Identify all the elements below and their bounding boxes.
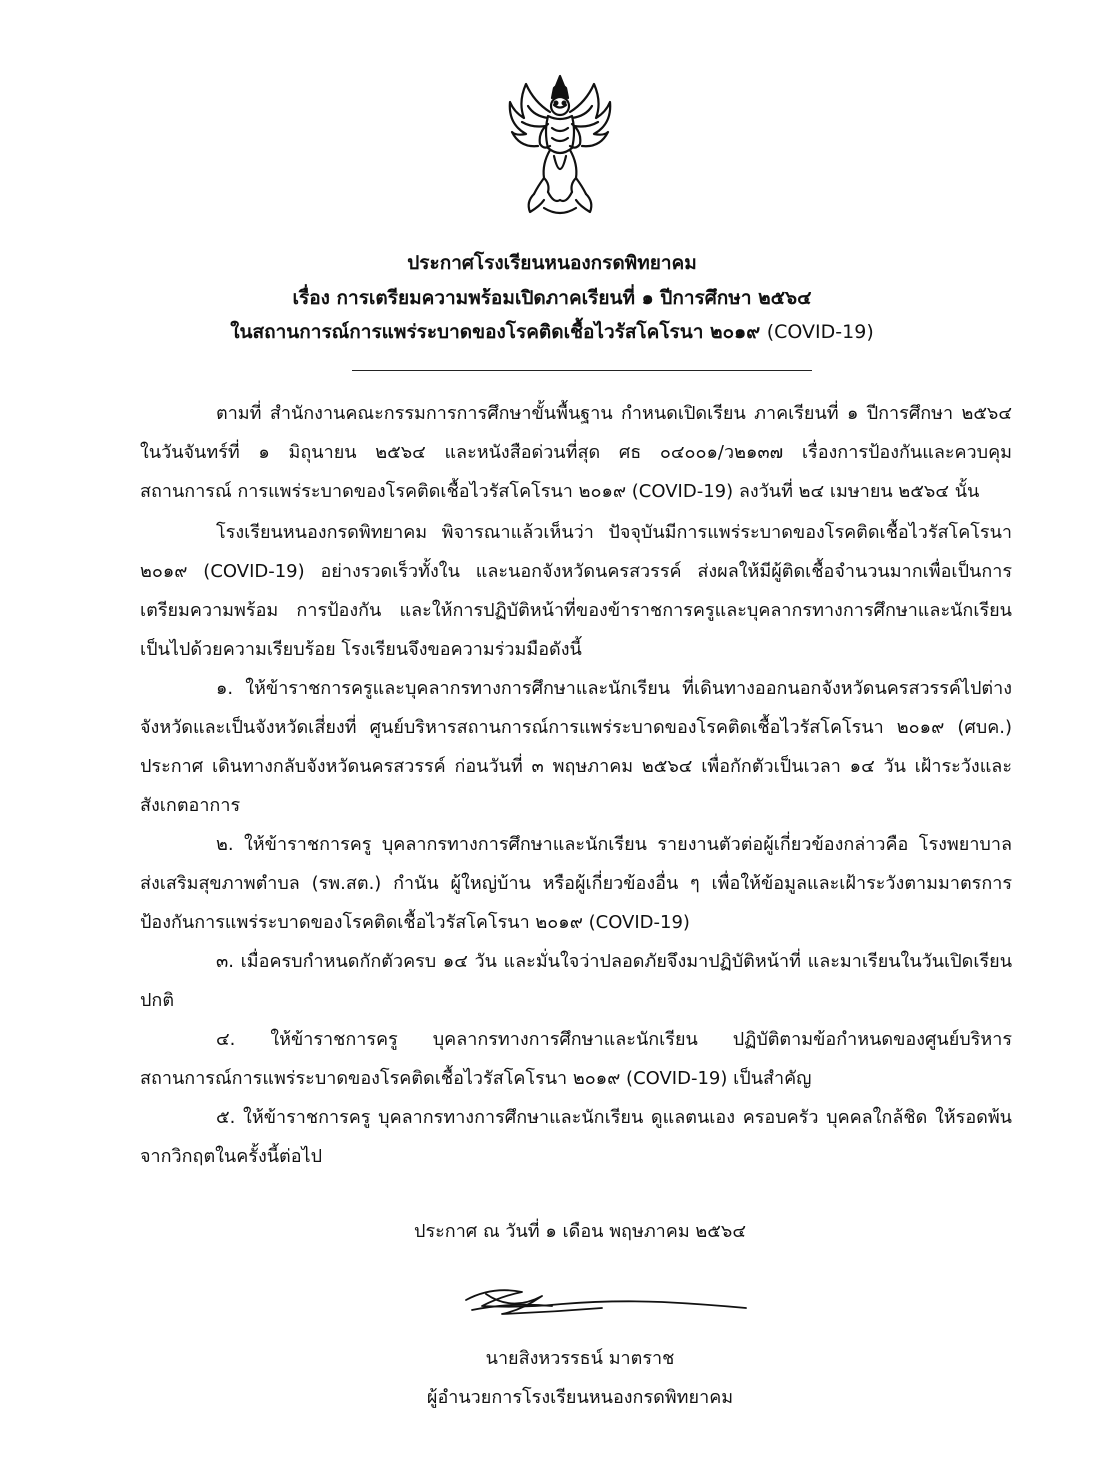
announcement-subject: เรื่อง การเตรียมความพร้อมเปิดภาคเรียนที่ ๑ ปีการศึกษา ๒๕๖๔ bbox=[292, 287, 812, 309]
signature-icon bbox=[462, 1282, 748, 1322]
garuda-emblem-icon bbox=[504, 72, 616, 222]
signer-name: นายสิงหวรรธน์ มาตราช bbox=[485, 1348, 675, 1369]
signer-title: ผู้อำนวยการโรงเรียนหนองกรดพิทยาคม bbox=[426, 1387, 734, 1408]
announcement-date: ประกาศ ณ วันที่ ๑ เดือน พฤษภาคม ๒๕๖๔ bbox=[414, 1221, 746, 1242]
announcement-context bbox=[0, 315, 1104, 349]
list-item-4: ๔. ให้ข้าราชการครู บุคลากรทางการศึกษาและนักเรียน ปฏิบัติตามข้อกำหนดของศูนย์บริหารสถานการณ์การแพร่ระบาดของโรคติดเชื้อไวรัสโคโรนา ๒๐๑๙ (COVID-19) เป็นสำคัญ bbox=[140, 1029, 1012, 1089]
covid-label: (COVID-19) bbox=[766, 321, 874, 343]
title-divider bbox=[352, 370, 812, 371]
paragraph-intro: ตามที่ สำนักงานคณะกรรมการการศึกษาขั้นพื้นฐาน กำหนดเปิดเรียน ภาคเรียนที่ ๑ ปีการศึกษา ๒๕๖๔ ในวันจันทร์ที่ ๑ มิถุนายน ๒๕๖๔ และหนังสือด่วนที่สุด ศธ ๐๔๐๐๑/ว๒๑๓๗ เรื่องการป้องกันและควบคุมสถานการณ์ การแพร่ระบาดของโรคติดเชื้อไวรัสโคโรนา ๒๐๑๙ (COVID-19) ลงวันที่ ๒๔ เมษายน ๒๕๖๔ นั้น bbox=[140, 403, 1012, 502]
announcement-body bbox=[140, 394, 1012, 1176]
list-item-1: ๑. ให้ข้าราชการครูและบุคลากรทางการศึกษาและนักเรียน ที่เดินทางออกนอกจังหวัดนครสวรรค์ไปต่างจังหวัดและเป็นจังหวัดเสี่ยงที่ ศูนย์บริหารสถานการณ์การแพร่ระบาดของโรคติดเชื้อไวรัสโคโรนา ๒๐๑๙ (ศบค.) ประกาศ เดินทางกลับจังหวัดนครสวรรค์ ก่อนวันที่ ๓ พฤษภาคม ๒๕๖๔ เพื่อกักตัวเป็นเวลา ๑๔ วัน เฝ้าระวังและสังเกตอาการ bbox=[140, 678, 1012, 816]
list-item-3: ๓. เมื่อครบกำหนดกักตัวครบ ๑๔ วัน และมั่นใจว่าปลอดภัยจึงมาปฏิบัติหน้าที่ และมาเรียนในวันเปิดเรียนปกติ bbox=[140, 951, 1012, 1011]
list-item-2: ๒. ให้ข้าราชการครู บุคลากรทางการศึกษาและนักเรียน รายงานตัวต่อผู้เกี่ยวข้องกล่าวคือ โรงพยาบาลส่งเสริมสุขภาพตำบล (รพ.สต.) กำนัน ผู้ใหญ่บ้าน หรือผู้เกี่ยวข้องอื่น ๆ เพื่อให้ข้อมูลและเฝ้าระวังตามมาตรการป้องกันการแพร่ระบาดของโรคติดเชื้อไวรัสโคโรนา ๒๐๑๙ (COVID-19) bbox=[140, 834, 1012, 933]
paragraph-consideration: โรงเรียนหนองกรดพิทยาคม พิจารณาแล้วเห็นว่า ปัจจุบันมีการแพร่ระบาดของโรคติดเชื้อไวรัสโคโรนา ๒๐๑๙ (COVID-19) อย่างรวดเร็วทั้งใน และนอกจังหวัดนครสวรรค์ ส่งผลให้มีผู้ติดเชื้อจำนวนมากเพื่อเป็นการเตรียมความพร้อม การป้องกัน และให้การปฏิบัติหน้าที่ของข้าราชการครูและบุคลากรทางการศึกษาและนักเรียนเป็นไปด้วยความเรียบร้อย โรงเรียนจึงขอความร่วมมือดังนี้ bbox=[140, 522, 1012, 660]
context-thai-text: ในสถานการณ์การแพร่ระบาดของโรคติดเชื้อไวรัสโคโรนา ๒๐๑๙ bbox=[230, 321, 767, 343]
announcement-title: ประกาศโรงเรียนหนองกรดพิทยาคม bbox=[407, 252, 697, 274]
list-item-5: ๕. ให้ข้าราชการครู บุคลากรทางการศึกษาและนักเรียน ดูแลตนเอง ครอบครัว บุคคลใกล้ชิด ให้รอดพ้นจากวิกฤตในครั้งนี้ต่อไป bbox=[140, 1107, 1012, 1167]
